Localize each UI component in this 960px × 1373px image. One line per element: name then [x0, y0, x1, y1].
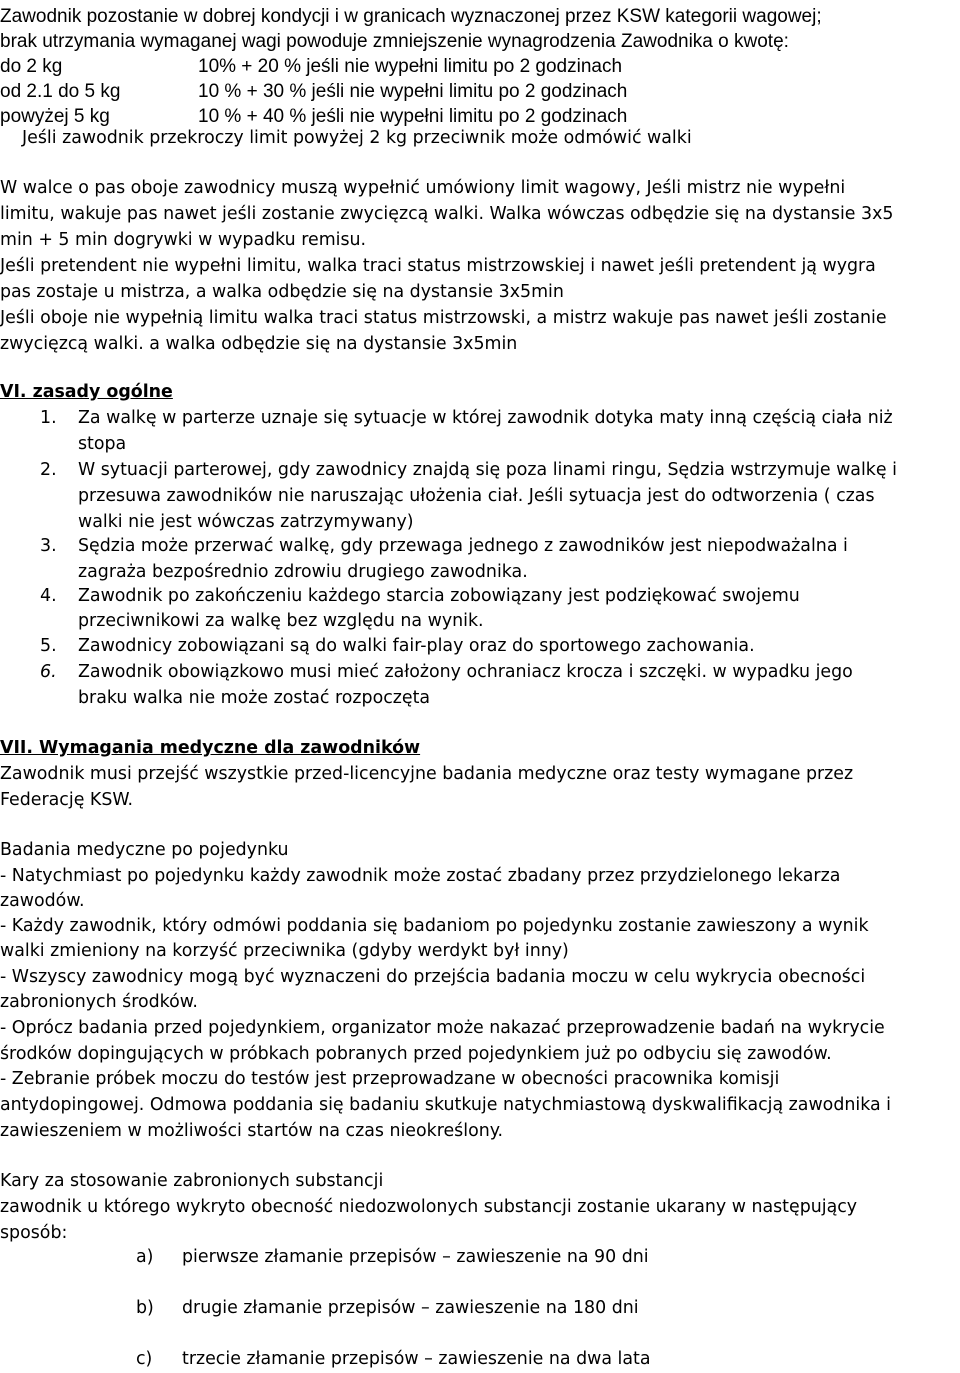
list-item: przesuwa zawodników nie naruszając ułożenia ciał. Jeśli sytuacja jest do odtworzenia ( czas: [78, 486, 875, 506]
penalty-label: c): [136, 1349, 153, 1369]
paragraph-line: Zawodnik musi przejść wszystkie przed-licencyjne badania medyczne oraz testy wymagane przez: [0, 764, 854, 784]
list-item: zagraża bezpośrednio zdrowiu drugiego zawodnika.: [78, 562, 528, 582]
list-number: 2.: [40, 460, 57, 480]
list-item: braku walka nie może zostać rozpoczęta: [78, 688, 431, 708]
penalty-item: drugie złamanie przepisów – zawieszenie na 180 dni: [182, 1298, 639, 1318]
list-number: 1.: [40, 408, 57, 428]
belt-line: Jeśli oboje nie wypełnią limitu walka traci status mistrzowski, a mistrz wakuje pas nawet jeśli zostanie: [0, 308, 887, 328]
list-item: przeciwnikowi za walkę bez względu na wynik.: [78, 611, 484, 631]
weight-range: do 2 kg: [0, 56, 63, 77]
list-item: Sędzia może przerwać walkę, gdy przewaga jednego z zawodników jest niepodważalna i: [78, 536, 848, 556]
subheading: Kary za stosowanie zabronionych substancji: [0, 1171, 384, 1191]
list-item: Zawodnicy zobowiązani są do walki fair-play oraz do sportowego zachowania.: [78, 636, 755, 656]
belt-line: min + 5 min dogrywki w wypadku remisu.: [0, 230, 367, 250]
paragraph-line: zawodnik u którego wykryto obecność niedozwolonych substancji zostanie ukarany w następujący: [0, 1197, 858, 1217]
paragraph-line: - Oprócz badania przed pojedynkiem, organizator może nakazać przeprowadzenie badań na wykrycie: [0, 1018, 885, 1038]
list-item: Zawodnik obowiązkowo musi mieć założony ochraniacz krocza i szczęki. w wypadku jego: [78, 662, 853, 682]
weight-range: powyżej 5 kg: [0, 106, 110, 127]
list-item: Zawodnik po zakończeniu każdego starcia zobowiązany jest podziękować swojemu: [78, 586, 800, 606]
list-number: 3.: [40, 536, 57, 556]
paragraph-line: walki zmieniony na korzyść przeciwnika (gdyby werdykt był inny): [0, 941, 569, 961]
belt-line: limitu, wakuje pas nawet jeśli zostanie zwycięzcą walki. Walka wówczas odbędzie się na dystansie 3x5: [0, 204, 894, 224]
weight-rule: 10% + 20 % jeśli nie wypełni limitu po 2 godzinach: [198, 56, 623, 77]
list-item: W sytuacji parterowej, gdy zawodnicy znajdą się poza linami ringu, Sędzia wstrzymuje walkę i: [78, 460, 897, 480]
weight-intro-line: Zawodnik pozostanie w dobrej kondycji i w granicach wyznaczonej przez KSW kategorii wagowej;: [0, 6, 822, 27]
paragraph-line: - Każdy zawodnik, który odmówi poddania się badaniom po pojedynku zostanie zawieszony a wynik: [0, 916, 869, 936]
belt-line: Jeśli pretendent nie wypełni limitu, walka traci status mistrzowskiej i nawet jeśli pretendent ją wygra: [0, 256, 876, 276]
paragraph-line: zawodów.: [0, 891, 85, 911]
belt-line: W walce o pas oboje zawodnicy muszą wypełnić umówiony limit wagowy, Jeśli mistrz nie wypełni: [0, 178, 846, 198]
paragraph-line: Federację KSW.: [0, 790, 134, 810]
paragraph-line: - Natychmiast po pojedynku każdy zawodnik może zostać zbadany przez przydzielonego lekarza: [0, 866, 841, 886]
list-number: 6.: [40, 662, 57, 682]
paragraph-line: zabronionych środków.: [0, 992, 198, 1012]
list-item: walki nie jest wówczas zatrzymywany): [78, 512, 414, 532]
section-heading: VII. Wymagania medyczne dla zawodników: [0, 738, 421, 758]
penalty-item: trzecie złamanie przepisów – zawieszenie na dwa lata: [182, 1349, 651, 1369]
paragraph-line: środków dopingujących w próbkach pobranych przed pojedynkiem już po odbyciu się zawodów.: [0, 1044, 832, 1064]
weight-intro-line: brak utrzymania wymaganej wagi powoduje zmniejszenie wynagrodzenia Zawodnika o kwotę:: [0, 31, 789, 52]
weight-range: od 2.1 do 5 kg: [0, 81, 121, 102]
penalty-item: pierwsze złamanie przepisów – zawieszenie na 90 dni: [182, 1247, 649, 1267]
penalty-label: b): [136, 1298, 154, 1318]
section-heading: VI. zasady ogólne: [0, 382, 173, 402]
belt-line: zwycięzcą walki. a walka odbędzie się na dystansie 3x5min: [0, 334, 518, 354]
paragraph-line: zawieszeniem w możliwości startów na czas nieokreślony.: [0, 1121, 504, 1141]
weight-note: Jeśli zawodnik przekroczy limit powyżej 2 kg przeciwnik może odmówić walki: [22, 128, 692, 148]
list-item: Za walkę w parterze uznaje się sytuacje w której zawodnik dotyka maty inną częścią ciała niż: [78, 408, 893, 428]
paragraph-line: antydopingowej. Odmowa poddania się badaniu skutkuje natychmiastową dyskwalifikacją zawodnika i: [0, 1095, 891, 1115]
weight-rule: 10 % + 40 % jeśli nie wypełni limitu po 2 godzinach: [198, 106, 628, 127]
penalty-label: a): [136, 1247, 154, 1267]
paragraph-line: - Zebranie próbek moczu do testów jest przeprowadzane w obecności pracownika komisji: [0, 1069, 780, 1089]
list-number: 4.: [40, 586, 57, 606]
list-item: stopa: [78, 434, 127, 454]
list-number: 5.: [40, 636, 57, 656]
paragraph-line: sposób:: [0, 1223, 68, 1243]
paragraph-line: - Wszyscy zawodnicy mogą być wyznaczeni do przejścia badania moczu w celu wykrycia obecności: [0, 967, 866, 987]
subheading: Badania medyczne po pojedynku: [0, 840, 289, 860]
weight-rule: 10 % + 30 % jeśli nie wypełni limitu po 2 godzinach: [198, 81, 628, 102]
belt-line: pas zostaje u mistrza, a walka odbędzie się na dystansie 3x5min: [0, 282, 564, 302]
